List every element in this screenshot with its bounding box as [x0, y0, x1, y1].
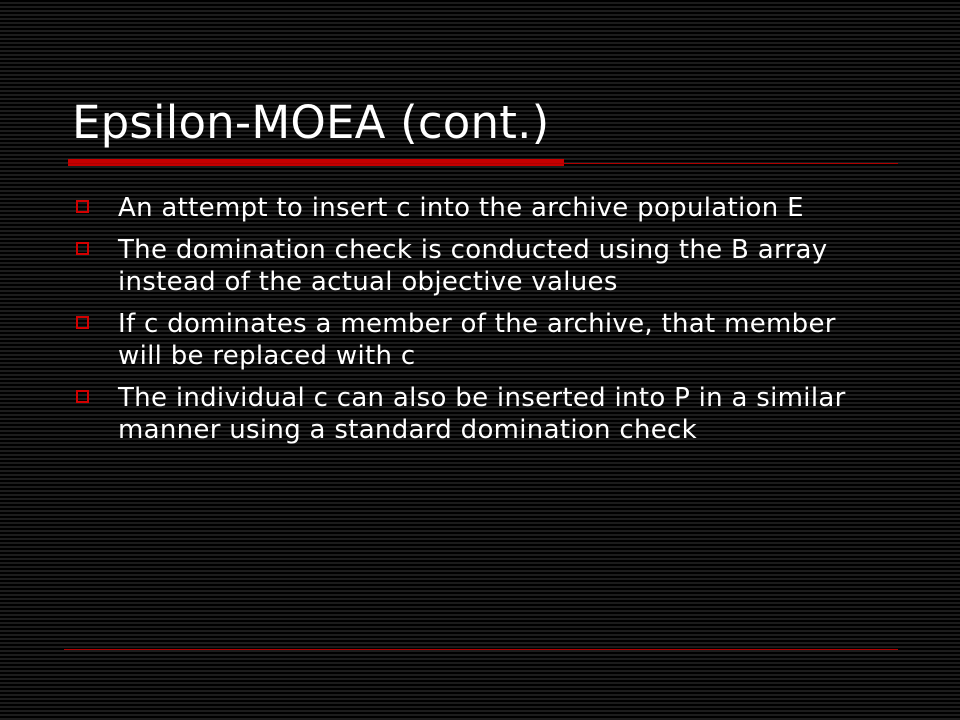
square-bullet-icon [76, 390, 89, 403]
bullet-list [72, 192, 872, 456]
bullet-item [72, 382, 872, 446]
square-bullet-icon [76, 316, 89, 329]
bullet-text: An attempt to insert c into the archive population E [118, 193, 804, 223]
square-bullet-icon [76, 242, 89, 255]
bullet-text: The domination check is conducted using the B array instead of the actual objective values [118, 235, 828, 297]
title-underline-thin [68, 163, 898, 164]
bullet-text: If c dominates a member of the archive, that member will be replaced with c [118, 309, 836, 371]
bullet-item [72, 192, 872, 224]
square-bullet-icon [76, 200, 89, 213]
bullet-item [72, 308, 872, 372]
bullet-item [72, 234, 872, 298]
slide-title: Epsilon-MOEA (cont.) [72, 96, 550, 149]
footer-rule [64, 649, 898, 650]
bullet-text: The individual c can also be inserted into P in a similar manner using a standard domination check [118, 383, 846, 445]
